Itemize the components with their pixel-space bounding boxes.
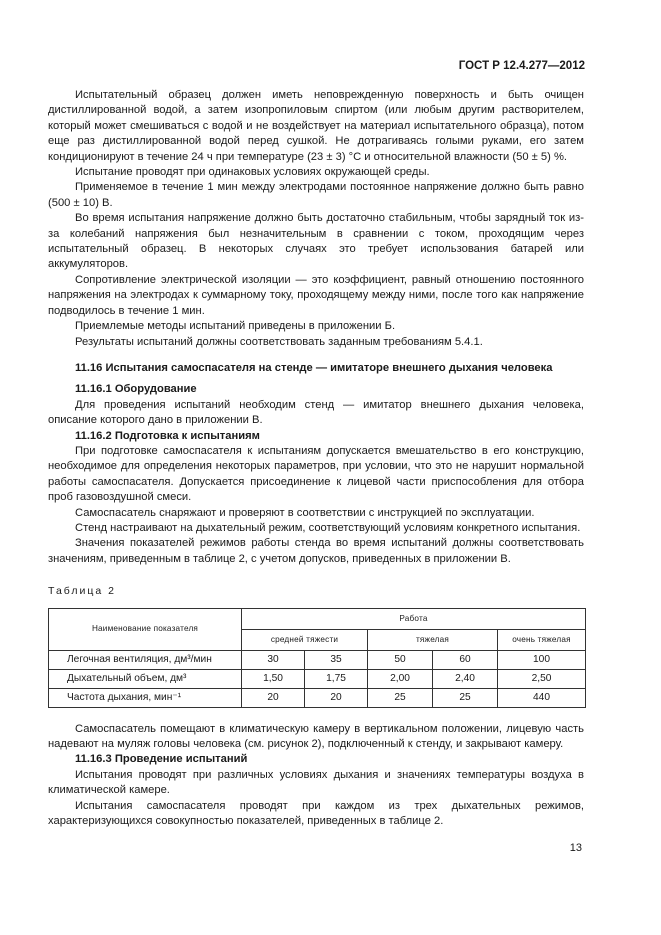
- section-heading-11-16: 11.16 Испытания самоспасателя на стенде — имитаторе внешнего дыхания человека: [75, 361, 553, 374]
- paragraph: Приемлемые методы испытаний приведены в приложении Б.: [75, 320, 396, 333]
- paragraph: Значения показателей режимов работы стенда во время испытаний должны соответствовать значениям, приведенным в таблице 2, с учетом допусков, приведенных в приложении В.: [48, 537, 584, 565]
- paragraph: Результаты испытаний должны соответствовать заданным требованиям 5.4.1.: [75, 335, 483, 348]
- subsection-heading-11-16-1: 11.16.1 Оборудование: [75, 383, 197, 396]
- paragraph: Во время испытания напряжение должно быть достаточно стабильным, чтобы зарядный ток из-за колебаний напряжения был незначительным в сравнении с током, проходящим через испытательный образец. В некоторых случаях это требует использования батарей или аккумуляторов.: [48, 212, 584, 271]
- table-row: [49, 650, 586, 669]
- paragraph: Самоспасатель снаряжают и проверяют в соответствии с инструкцией по эксплуатации.: [75, 506, 535, 519]
- table-cell: 1,75: [305, 669, 368, 688]
- paragraph: Испытательный образец должен иметь неповрежденную поверхность и быть очищен дистиллированной водой, а затем изопропиловым спиртом (или любым другим растворителем, который может смешиваться с водой и не воздействует на материал испытательного образца), потом еще раз дистиллированной водой перед сушкой. Не дотрагиваясь голыми руками, его затем кондиционируют в течение 24 ч при температуре (23 ± 3) °С и относительной влажности (50 ± 5) %.: [48, 89, 584, 163]
- paragraph: Для проведения испытаний необходим стенд — имитатор внешнего дыхания человека, описание которого дано в приложении В.: [48, 398, 584, 427]
- row-label: Частота дыхания, мин⁻¹: [49, 688, 242, 707]
- table-cell: 2,50: [498, 669, 586, 688]
- table-row: [49, 688, 586, 707]
- column-header-medium: средней тяжести: [242, 629, 368, 650]
- table-caption: Таблица 2: [48, 585, 116, 598]
- table-cell: 2,40: [433, 669, 498, 688]
- table-cell: 30: [242, 650, 305, 669]
- paragraph: Применяемое в течение 1 мин между электродами постоянное напряжение должно быть равно (500 ± 10) В.: [48, 181, 584, 209]
- table-cell: 60: [433, 650, 498, 669]
- paragraph: Испытание проводят при одинаковых условиях окружающей среды.: [75, 166, 430, 179]
- paragraph: Испытания проводят при различных условиях дыхания и значениях температуры воздуха в климатической камере.: [48, 768, 584, 797]
- column-header-work: Работа: [242, 608, 586, 629]
- table-row: [49, 669, 586, 688]
- table-cell: 2,00: [368, 669, 433, 688]
- paragraph: Стенд настраивают на дыхательный режим, соответствующий условиям конкретного испытания.: [75, 521, 581, 534]
- page-body: [48, 88, 584, 829]
- column-header-heavy: тяжелая: [368, 629, 498, 650]
- paragraph: Самоспасатель помещают в климатическую камеру в вертикальном положении, лицевую часть надевают на муляж головы человека (см. рисунок 2), подключенный к стенду, и закрывают камеру.: [48, 722, 584, 750]
- row-label: Легочная вентиляция, дм³/мин: [49, 650, 242, 669]
- document-header: ГОСТ Р 12.4.277—2012: [458, 60, 585, 72]
- table-cell: 440: [498, 688, 586, 707]
- subsection-heading-11-16-3: 11.16.3 Проведение испытаний: [75, 753, 248, 766]
- table-cell: 25: [368, 688, 433, 707]
- table-cell: 20: [305, 688, 368, 707]
- table-cell: 100: [498, 650, 586, 669]
- column-header-indicator: Наименование показателя: [49, 608, 242, 650]
- table-cell: 25: [433, 688, 498, 707]
- breathing-modes-table: [48, 608, 586, 708]
- column-header-very-heavy: очень тяжелая: [498, 629, 586, 650]
- table-cell: 20: [242, 688, 305, 707]
- table-cell: 1,50: [242, 669, 305, 688]
- row-label: Дыхательный объем, дм³: [49, 669, 242, 688]
- table-cell: 50: [368, 650, 433, 669]
- table-cell: 35: [305, 650, 368, 669]
- table-header-row: [49, 608, 586, 629]
- page-number: 13: [569, 842, 582, 854]
- paragraph: Сопротивление электрической изоляции — это коэффициент, равный отношению постоянного напряжения на электродах к суммарному току, проходящему между ними, после того как напряжение подводилось в течение 1 мин.: [48, 273, 584, 317]
- paragraph: При подготовке самоспасателя к испытаниям допускается вмешательство в его конструкцию, необходимое для определения некоторых параметров, при условии, что это не нарушит нормальной работы самоспасателя. Допускается присоединение к лицевой части приспособления для отбора проб газовоздушной смеси.: [48, 444, 584, 504]
- subsection-heading-11-16-2: 11.16.2 Подготовка к испытаниям: [75, 429, 260, 442]
- paragraph: Испытания самоспасателя проводят при каждом из трех дыхательных режимов, характеризующихся совокупностью показателей, приведенных в таблице 2.: [48, 799, 584, 828]
